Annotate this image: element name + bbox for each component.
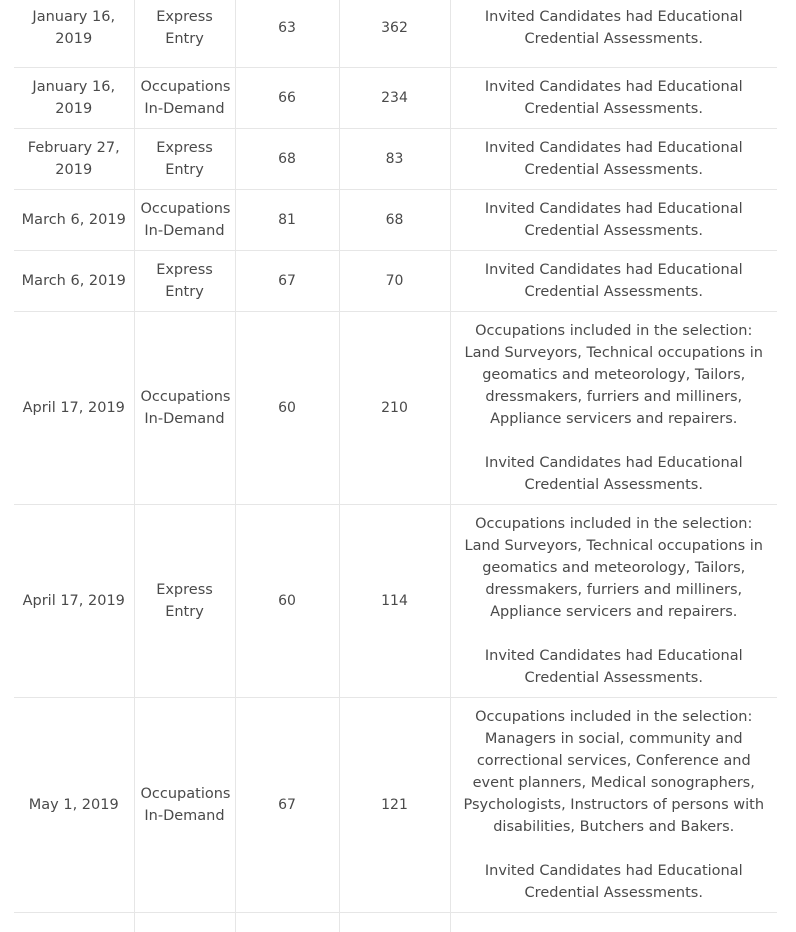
notes-cell (450, 0, 777, 67)
notes-text: Invited Candidates had Educational Credential Assessments. (484, 78, 743, 117)
stream-cell: Occupations In-Demand (134, 189, 235, 250)
notes-text: Invited Candidates had Educational Credential Assessments. (484, 9, 743, 48)
notes-cell (450, 128, 777, 189)
notes-cell (450, 250, 777, 311)
paragraph-gap (461, 430, 768, 452)
notes-cell (450, 189, 777, 250)
notes-text: Invited Candidates had Educational Credential Assessments. (484, 647, 743, 686)
score-cell: 63 (235, 0, 339, 67)
date-cell: April 17, 2019 (14, 311, 134, 504)
draws-table (14, 0, 777, 932)
notes-cell (450, 504, 777, 697)
score-cell: 67 (235, 250, 339, 311)
notes-text: Invited Candidates had Educational Credential Assessments. (484, 261, 743, 300)
occupations-text: Occupations included in the selection: Managers in social, community and correctional services, Conference and event planners, Medical sonographers, Psychologists, Instructors of persons with disabilities, Butchers and Bakers. (463, 708, 765, 835)
date-cell: March 6, 2019 (14, 250, 134, 311)
stream-cell: Express Entry (134, 250, 235, 311)
table-row-partial (14, 912, 777, 932)
table-row (14, 67, 777, 128)
date-cell: March 6, 2019 (14, 189, 134, 250)
notes-cell (450, 697, 777, 912)
score-cell: 81 (235, 189, 339, 250)
score-cell: 60 (235, 311, 339, 504)
table-row (14, 504, 777, 697)
table-row (14, 128, 777, 189)
draws-table-container (14, 0, 777, 932)
date-cell: April 17, 2019 (14, 504, 134, 697)
table-row (14, 250, 777, 311)
stream-cell: Occupations In-Demand (134, 311, 235, 504)
notes-cell (450, 67, 777, 128)
stream-cell: Express Entry (134, 128, 235, 189)
notes-text: Invited Candidates had Educational Credential Assessments. (484, 862, 743, 901)
occupations-text: Occupations included in the selection: Land Surveyors, Technical occupations in geomatics and meteorology, Tailors, dressmakers, furriers and milliners, Appliance servicers and repairers. (464, 515, 763, 620)
notes-text: Invited Candidates had Educational Credential Assessments. (484, 200, 743, 239)
occupations-text: Occupations included in the selection: Land Surveyors, Technical occupations in geomatics and meteorology, Tailors, dressmakers, furriers and milliners, Appliance servicers and repairers. (464, 322, 763, 427)
invitations-cell: 121 (339, 697, 450, 912)
notes-text: Invited Candidates had Educational Credential Assessments. (484, 454, 743, 493)
stream-cell: Express Entry (134, 504, 235, 697)
notes-cell (450, 311, 777, 504)
date-cell: February 27, 2019 (14, 128, 134, 189)
score-cell: 66 (235, 67, 339, 128)
invitations-cell: 362 (339, 0, 450, 67)
invitations-cell: 114 (339, 504, 450, 697)
table-row (14, 697, 777, 912)
paragraph-gap (461, 838, 768, 860)
date-cell: January 16, 2019 (14, 0, 134, 67)
score-cell: 67 (235, 697, 339, 912)
invitations-cell: 70 (339, 250, 450, 311)
invitations-cell: 68 (339, 189, 450, 250)
invitations-cell: 234 (339, 67, 450, 128)
date-cell: May 1, 2019 (14, 697, 134, 912)
notes-text: Invited Candidates had Educational Credential Assessments. (484, 139, 743, 178)
table-row (14, 189, 777, 250)
stream-cell: Express Entry (134, 0, 235, 67)
score-cell: 68 (235, 128, 339, 189)
table-row (14, 0, 777, 67)
table-row (14, 311, 777, 504)
date-cell: January 16, 2019 (14, 67, 134, 128)
stream-cell: Occupations In-Demand (134, 67, 235, 128)
paragraph-gap (461, 623, 768, 645)
invitations-cell: 210 (339, 311, 450, 504)
score-cell: 60 (235, 504, 339, 697)
stream-cell: Occupations In-Demand (134, 697, 235, 912)
invitations-cell: 83 (339, 128, 450, 189)
